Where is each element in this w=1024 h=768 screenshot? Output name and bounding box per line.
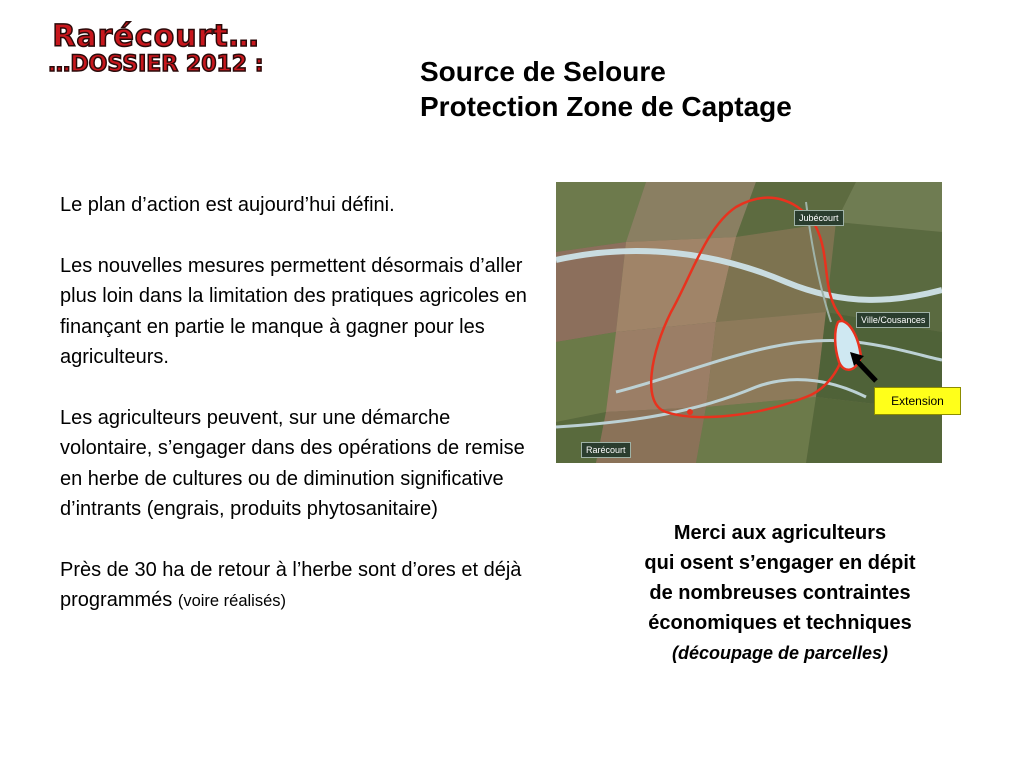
logo (40, 19, 272, 77)
title-line-1: Source de Seloure (420, 56, 666, 87)
extension-label: Extension (874, 387, 961, 415)
thanks-line-4: économiques et techniques (648, 612, 912, 634)
map-label-jubecourt: Jubécourt (794, 210, 844, 226)
paragraph-4 (60, 555, 538, 617)
thanks-block (600, 518, 960, 668)
arrow-icon (850, 352, 880, 384)
body-text (60, 190, 538, 647)
aerial-map (556, 182, 942, 463)
paragraph-3: Les agriculteurs peuvent, sur une démarche volontaire, s’engager dans des opérations de remise en herbe de cultures ou de diminution significative d’intrants (engrais, produits phytosanitaire) (60, 406, 525, 520)
title-line-2: Protection Zone de Captage (420, 91, 792, 122)
thanks-line-1: Merci aux agriculteurs (673, 522, 887, 544)
thanks-line-3: de nombreuses contraintes (649, 582, 911, 604)
paragraph-4-note: (voire réalisés) (177, 592, 287, 610)
logo-line-2: …DOSSIER 2012 : (48, 52, 264, 77)
thanks-line-2: qui osent s’engager en dépit (644, 552, 916, 574)
paragraph-1: Le plan d’action est aujourd’hui défini. (60, 194, 395, 216)
map-label-rarecourt: Rarécourt (581, 442, 631, 458)
thanks-line-5: (découpage de parcelles) (671, 643, 889, 663)
paragraph-2: Les nouvelles mesures permettent désormais d’aller plus loin dans la limitation des pratiques agricoles en finançant en partie le manque à gagner pour les agriculteurs. (60, 254, 527, 368)
slide-title (420, 54, 792, 124)
map-label-ville-cousances: Ville/Cousances (856, 312, 930, 328)
logo-line-1: Rarécourt… (52, 19, 260, 54)
paragraph-4-main: Près de 30 ha de retour à l’herbe sont d’ores et déjà programmés (60, 558, 522, 611)
